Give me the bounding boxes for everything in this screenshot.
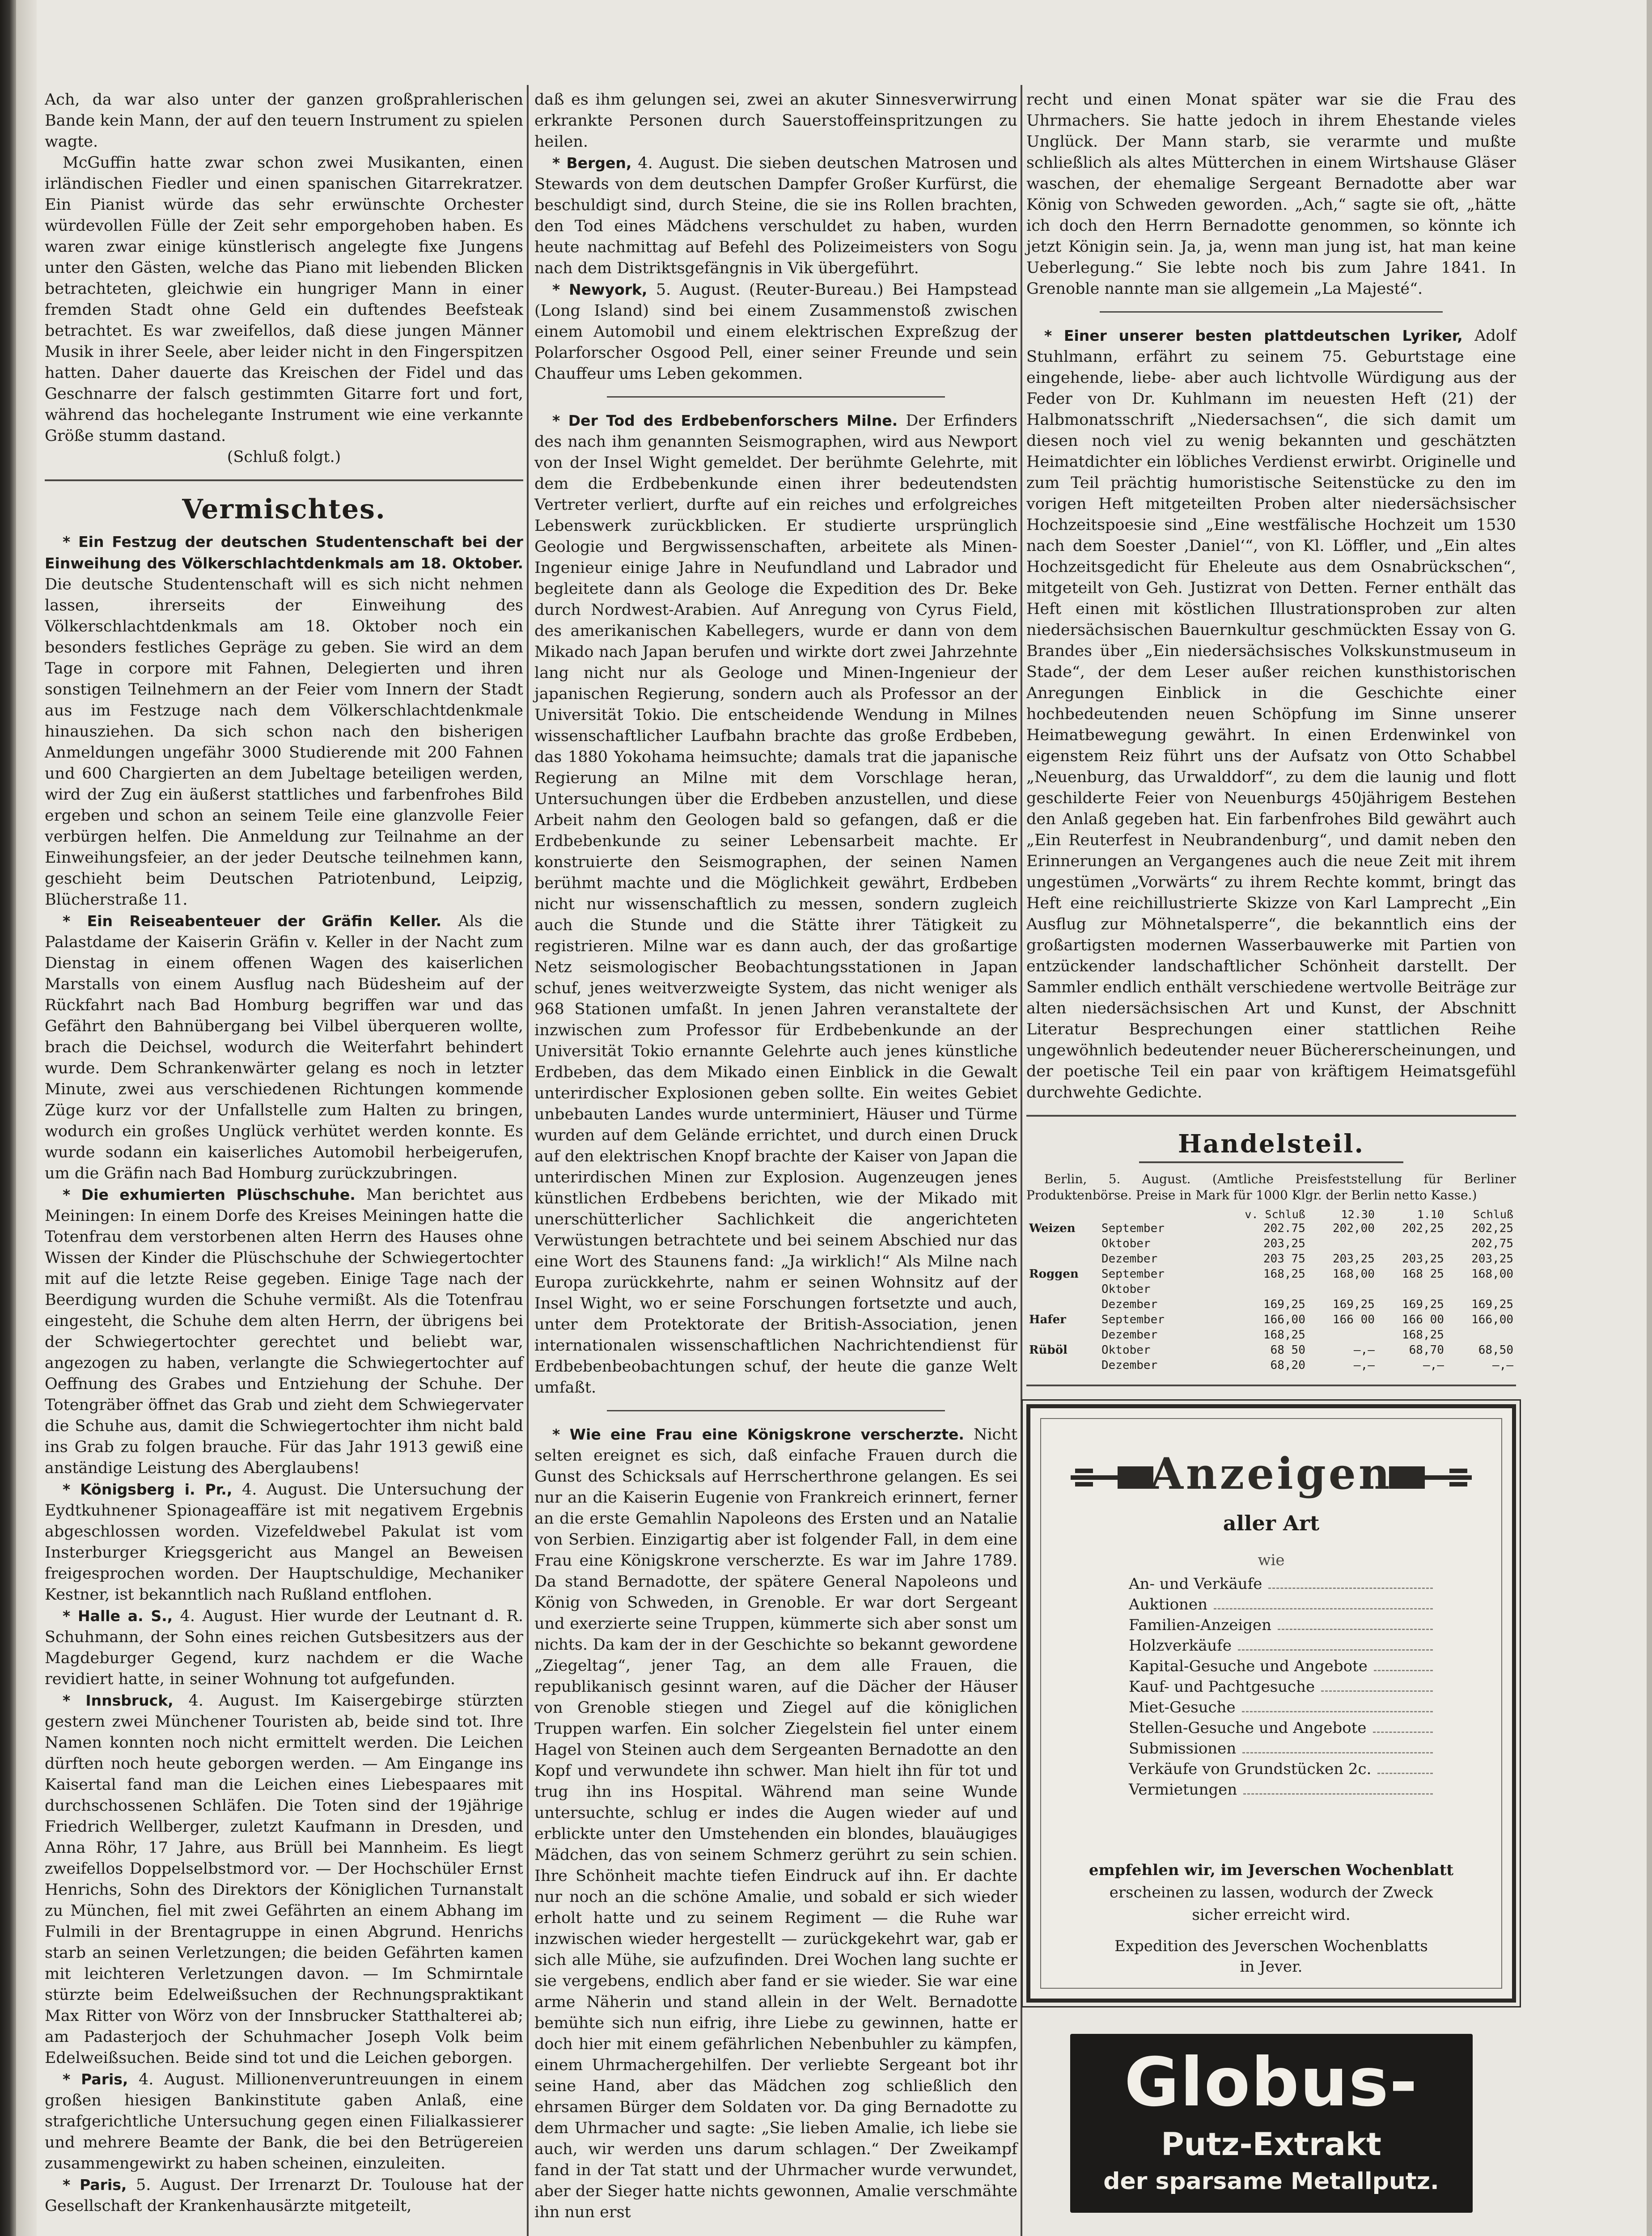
ad-footer-line: erscheinen zu lassen, wodurch der Zweck (1109, 1884, 1433, 1901)
leader-dots (1278, 1629, 1433, 1630)
column-rule (1021, 85, 1022, 2236)
article (45, 2069, 523, 2174)
month-cell: Oktober (1101, 1283, 1151, 1296)
section-divider (1026, 1385, 1516, 1386)
story-paragraph: McGuffin hatte zwar schon zwei Musikanten, einen irländischen Fiedler und einen spanischen Gitarrekratzer. Ein Pianist würde das sehr erwünschte Orchester würdevollen Fülle der Zeit sehr emporgehoben haben. Es waren zwar einige künstlerisch angelegte fixe Jungens unter den Gästen, welche das Piano mit liebenden Blicken betrachteten, gleichwie ein hungriger Mann in einer fremden Stadt ohne Geld ein duftendes Beefsteak betrachtet. Es war zweifellos, daß diese jungen Männer Musik in ihrer Seele, aber leider nicht in den Fingerspitzen hatten. Daher dauerte das Kreischen der Fidel und das Geschnarre der falsch gestimmten Gitarre fort und fort, während das hochelegante Instrument wie eine verkannte Größe stumm dastand. (45, 154, 523, 445)
leader-dots (1238, 1649, 1433, 1651)
month-cell: Dezember (1101, 1328, 1158, 1342)
article-text: 4. August. Im Kaisergebirge stürzten gestern zwei Münchener Touristen ab, beide sind tot. Ihre Namen konnten noch nicht ermittelt werden. Die Leichen dürften noch heute geborgen werden. — Am Eingange ins Kaisertal fand man die Leichen eines Liebespaares mit durchschossenen Schläfen. Die Toten sind der 19jährige Friedrich Wellberger, zuletzt Kaufmann in Dresden, und Anna Röhr, 17 Jahre, aus Brüll bei Mannheim. Es liegt zweifellos Doppelselbstmord vor. — Der Hochschüler Ernst Henrichs, Sohn des Direktors der Königlichen Turnanstalt zu München, fiel mit zwei Gefährten an einem Abhang im Fulmili in der Brentagruppe in einen Abgrund. Henrichs starb an seinen Verletzungen; die beiden Gefährten kamen mit leichteren Verletzungen davon. — Im Schmirntale stürzte beim Edelweißsuchen der Rechnungspraktikant Max Ritter von Wörz von der Innsbrucker Statthalterei ab; am Padasterjoch der Schuhmacher Joseph Volk beim Edelweißsuchen. Beide sind tot und die Leichen geborgen. (45, 1692, 523, 2067)
price-cell (1308, 1327, 1377, 1342)
price-cell: 166,00 (1263, 1313, 1305, 1326)
article-lead: * Paris, (63, 2071, 128, 2088)
leader-dots (1374, 1670, 1433, 1671)
article (45, 1479, 523, 1605)
article-lead: * Ein Reiseabenteuer der Gräfin Keller. (63, 912, 442, 930)
article (45, 2174, 523, 2217)
price-row (1026, 1327, 1516, 1342)
ad-category-label: Verkäufe von Grundstücken 2c. (1129, 1760, 1372, 1778)
article-text: Der Erfinders des nach ihm genannten Seismographen, wird aus Newport von der Insel Wight gemeldet. Der berühmte Gelehrte, mit dem die Erdbebenkunde einen ihrer bedeutendsten Vertreter verliert, durfte auf ein reiches und erfolgreiches Lebenswerk zurückblicken. Er studierte ursprünglich Geologie und Bergwissenschaften, arbeitete als Minen-Ingenieur einige Jahre in Neufundland und Labrador und begleitete dann als Geologe die Expedition des Dr. Beke durch Nordwest-Arabien. Auf Anregung von Cyrus Field, des amerikanischen Kabellegers, wurde er dann von dem Mikado nach Japan berufen und wirkte dort zwei Jahrzehnte lang nicht nur als Geologe und Minen-Ingenieur der japanischen Regierung, sondern auch als Professor an der Universität Tokio. Die entscheidende Wendung in Milnes wissenschaftlicher Laufbahn brachte das große Erdbeben, das 1880 Yokohama heimsuchte; damals trat die japanische Regierung an Milne mit dem Vorschlage heran, Untersuchungen über die Erdbeben anzustellen, und diese Arbeit nahm den Geologen bald so gefangen, daß er die Erdbebenkunde zu seiner Lebensarbeit machte. Er konstruierte den Seismographen, der seinen Namen berühmt machte und die Möglichkeit gewährt, Erdbeben nicht nur wissenschaftlich zu messen, sondern zugleich auch die Stunde und die Stätte ihrer Tätigkeit zu registrieren. Milne war es dann auch, der das großartige Netz seismologischer Beobachtungsstationen in Japan schuf, jenes weitverzweigte System, das nicht weniger als 968 Stationen umfaßt. In jenen Jahren veranstaltete der inzwischen zum Professor für Erdbebenkunde an der Universität Tokio ernannte Gelehrte auch jenes künstliche Erdbeben, das dem Mikado einen Einblick in die Gewalt unterirdischer Explosionen geben sollte. Ein weites Gebiet unbebauten Landes wurde unterminiert, Häuser und Türme wurden auf dem Gelände errichtet, und durch einen Druck auf den elektrischen Knopf brachte der Kaiser von Japan die unterirdischen Minen zur Explosion. Augenzeugen jenes künstlichen Erdbebens berichten, wie der Mikado mit unerschütterlicher Sachlichkeit die angerichteten Verwüstungen betrachtete und bei seinem Abschied nur das eine Wort des Staunens fand: „Ja wirklich!“ Als Milne nach Europa zurückkehrte, nahm er seinen Wohnsitz auf der Insel Wight, wo er seine Forschungen fortsetzte und auch, unter dem Protektorate der British-Association, jenen internationalen wissenschaftlichen Nachrichtendienst für Erdbebenbeobachtungen schuf, der heute die ganze Welt umfaßt. (534, 412, 1017, 1397)
ad-category-item (1129, 1697, 1433, 1718)
header-cell (1099, 1208, 1211, 1221)
price-cell: —,— (1353, 1343, 1375, 1357)
article-text: Adolf Stuhlmann, erfährt zu seinem 75. Geburtstage eine eingehende, liebe- aber auch lichtvolle Würdigung aus der Feder von Dr. Kuhlmann im neuesten Heft (21) der Halbmonatsschrift „Niedersachsen“, die sich damit um diesen noch viel zu wenig bekannten und geschätzten Heimatdichter ein löbliches Verdienst erwirbt. Originelle und zum Teil prächtig humoristische Seitenstücke zu den im vorigen Heft mitgeteilten Proben alter niedersächsischer Hochzeitspoesie sind „Eine westfälische Hochzeit um 1530 nach dem Soester ‚Daniel‘“, von Kl. Löffler, und „Ein altes Hochzeitsgedicht für Eheleute aus dem Osnabrückschen“, mitgeteilt von Geh. Justizrat von Detten. Ferner enthält das Heft einen mit köstlichen Illustrationsproben zur alten niedersächsischen Bauernkultur geschmückten Essay von G. Brandes über „Ein niedersächsisches Volkskunstmuseum in Stade“, der dem Leser außer reichen kunsthistorischen Anregungen Einblick in die Geschichte einer hochbedeutenden neuen Schöpfung im Sinne unserer Heimatbewegung gewährt. In einen Erdenwinkel von eigenstem Reiz führt uns der Aufsatz von Otto Schabbel „Neuenburg, das Urwalddorf“, zu dem die launig und flott geschilderte Feier von Neuenburgs 450jährigem Bestehen den Anlaß gegeben hat. Ein farbenfrohes Bild gewährt auch „Ein Reuterfest in Neubrandenburg“, und damit neben den Erinnerungen an Vergangenes auch die neue Zeit mit ihrem ungestümen „Vorwärts“ zu ihrem Rechte kommt, bringt das Heft eine reichillustrierte Skizze von Karl Lamprecht „Ein Ausflug zur Möhnetalsperre“, die bekanntlich eins der großartigsten modernen Wasserbauwerke mit Partien von entzückender landschaftlicher Schönheit darstellt. Der Sammler endlich enthält verschiedene wertvolle Beiträge zur alten niedersächsischen Art und Kunst, der Abschnitt Literatur Besprechungen einer stattlichen Reihe ungewöhnlich bedeutender neuer Büchererscheinungen, und der poetische Teil ein paar von kräftigem Heimatsgefühl durchwehte Gedichte. (1026, 327, 1516, 1101)
ad-category-item (1129, 1779, 1433, 1800)
price-row (1026, 1297, 1516, 1312)
grain-cell (1026, 1297, 1099, 1312)
to-be-continued: (Schluß folgt.) (227, 448, 341, 466)
ad-wie: wie (1258, 1551, 1285, 1569)
article-text: Die deutsche Studentenschaft will es sich nicht nehmen lassen, ihrerseits der Einweihung des Völkerschlachtdenkmals am 18. Oktober noch ein besonders festliches Gepräge zu geben. Sie wird an dem Tage in corpore mit Fahnen, Delegierten und ihren sonstigen Teilnehmern an der Feier vom Innern der Stadt aus im Festzuge nach dem Völkerschlachtdenkmale hinausziehen. Da sich schon nach den bisherigen Anmeldungen ungefähr 3000 Studierende mit 200 Fahnen und 600 Chargierten an dem Jubeltage beteiligen werden, wird der Zug ein äußerst stattliches und farbenfrohes Bild ergeben und schon an seinem Teile eine glanzvolle Feier verbürgen helfen. Die Anmeldung zur Teilnahme an der Einweihungsfeier, an der jeder Deutsche teilnehmen kann, geschieht beim Deutschen Patriotenbund, Leipzig, Blücherstraße 11. (45, 576, 523, 909)
ad-category-item (1129, 1615, 1433, 1635)
globus-product: Putz-Extrakt (1161, 2126, 1381, 2163)
column-3 (1026, 89, 1516, 2213)
price-cell: 203,25 (1471, 1252, 1513, 1266)
article-text: 5. August. (Reuter-Bureau.) Bei Hampstead (Long Island) sind bei einem Zusammenstoß zwischen einem Automobil und einem elektrischen Expreßzug der Polarforscher Osgood Pell, einer seiner Freunde und sein Chauffeur ums Leben gekommen. (534, 281, 1017, 383)
article-lead: * Ein Festzug der deutschen Studentenschaft bei der Einweihung des Völkerschlachtdenkmals am 18. Oktober. (45, 533, 523, 572)
price-row (1026, 1358, 1516, 1373)
price-cell: 168,25 (1263, 1328, 1305, 1342)
ad-category-label: An- und Verkäufe (1129, 1575, 1262, 1593)
price-row (1026, 1312, 1516, 1327)
story-ending (45, 89, 523, 468)
price-cell: 166,00 (1471, 1313, 1513, 1326)
price-cell (1377, 1236, 1447, 1251)
price-cell (1211, 1282, 1308, 1297)
price-cell: 203,25 (1263, 1237, 1305, 1250)
month-cell: September (1101, 1267, 1165, 1281)
ad-category-item (1129, 1718, 1433, 1738)
article-lead: * Einer unserer besten plattdeutschen Lyriker, (1044, 327, 1463, 344)
price-cell: 168,00 (1471, 1267, 1513, 1281)
article-divider (607, 1410, 945, 1411)
leader-dots (1243, 1793, 1433, 1795)
section-title: Vermischtes. (182, 494, 386, 525)
price-table-header (1026, 1208, 1516, 1221)
leader-dots (1242, 1752, 1433, 1753)
price-cell (1447, 1327, 1516, 1342)
price-cell: 168,25 (1263, 1267, 1305, 1281)
story-paragraph: Ach, da war also unter der ganzen großprahlerischen Bande kein Mann, der auf den teuern Instrument zu spielen wagte. (45, 91, 523, 151)
article-lead: * Innsbruck, (63, 1692, 174, 1709)
price-cell: 168,25 (1402, 1328, 1444, 1342)
scan-page-edge (16, 0, 37, 2236)
article (45, 910, 523, 1184)
article-text: 4. August. Millionenveruntreuungen in einem großen hiesigen Bankinstitute gaben Anlaß, eine strafgerichtliche Untersuchung gegen einen Filialkassierer und mehrere Beamte der Bank, die bei den Betrügereien zusammengewirkt zu haben scheinen, einzuleiten. (45, 2071, 523, 2172)
ad-footer-line: in Jever. (1240, 1958, 1303, 1976)
ad-footer-line: Expedition des Jeverschen Wochenblatts (1114, 1937, 1428, 1955)
price-cell: 203,25 (1402, 1252, 1444, 1266)
price-cell: 202,75 (1471, 1237, 1513, 1250)
grain-cell: Roggen (1029, 1267, 1079, 1281)
price-cell: 203,25 (1332, 1252, 1375, 1266)
ad-category-item (1129, 1656, 1433, 1677)
ad-category-label: Submissionen (1129, 1740, 1237, 1757)
article-text: Man berichtet aus Meiningen: In einem Dorfe des Kreises Meiningen hatte die Totenfrau dem verstorbenen alten Herrn des Hauses ohne Wissen der Kinder die Plüschschuhe der Schwiegertochter mit auf die letzte Reise gegeben. Einige Tage nach der Beerdigung wurden die Schuhe vermißt. Als die Totenfrau eingesteht, die Schuhe dem alten Herrn, der übrigens bei der Schwiegertochter gerechtet und beliebt war, angezogen zu haben, verlangte die Schwiegertochter auf Oeffnung des Grabes und Entziehung der Schuhe. Der Totengräber öffnet das Grab und zieht dem Schwiegervater die Schuhe aus, damit die Schwiegertochter ihm nicht bald ins Grab zu folgen brauche. Für das Jahr 1913 gewiß eine anständige Leistung des Aberglaubens! (45, 1186, 523, 1477)
scan-binding-edge (0, 0, 16, 2236)
column-2 (534, 89, 1017, 2223)
ad-category-item (1129, 1738, 1433, 1759)
ad-footer-line: empfehlen wir, im Jeverschen Wochenblatt (1089, 1861, 1454, 1879)
globus-brand: Globus- (1124, 2044, 1419, 2122)
month-cell: September (1101, 1313, 1165, 1326)
article-lead: * Newyork, (552, 281, 648, 298)
article (1026, 325, 1516, 1103)
article-text: Als die Palastdame der Kaiserin Gräfin v. Keller in der Nacht zum Dienstag in einem offenen Wagen des kaiserlichen Marstalls von einem Ausflug nach Büdesheim auf der Rückfahrt nach Bad Homburg begriffen war und das Gefährt den Bahnübergang bei Vilbel überqueren wollte, brach die Deichsel, wodurch die Weiterfahrt behindert wurde. Dem Schrankenwärter gelang es noch in letzter Minute, zwei aus verschiedenen Richtungen kommende Züge kurz vor der Unfallstelle zum Halten zu bringen, wodurch ein großes Unglück verhütet werden konnte. Es wurde sodann ein kaiserliches Automobil herbeigerufen, um die Gräfin nach Bad Homburg zurückzubringen. (45, 912, 523, 1182)
grain-cell (1026, 1358, 1099, 1373)
month-cell: Dezember (1101, 1252, 1158, 1266)
leader-dots (1268, 1588, 1433, 1589)
article-lead: * Wie eine Frau eine Königskrone verscherzte. (552, 1426, 964, 1443)
article (534, 279, 1017, 385)
price-cell: 68,20 (1270, 1359, 1305, 1372)
ad-category-label: Kauf- und Pachtgesuche (1129, 1678, 1315, 1696)
price-cell: 202,25 (1402, 1222, 1444, 1235)
price-cell: 202,00 (1332, 1222, 1375, 1235)
article-text: 5. August. Der Irrenarzt Dr. Toulouse hat der Gesellschaft der Krankenhausärzte mitgeteilt, (45, 2176, 523, 2215)
advertisement-globus (1070, 2034, 1473, 2213)
grain-cell (1026, 1282, 1099, 1297)
month-cell: September (1101, 1222, 1165, 1235)
header-cell: Schluß (1473, 1208, 1513, 1221)
price-cell: 68,50 (1478, 1343, 1513, 1357)
header-cell: v. Schluß (1245, 1208, 1305, 1221)
price-row (1026, 1236, 1516, 1251)
month-cell: Oktober (1101, 1237, 1151, 1250)
leader-dots (1214, 1608, 1433, 1609)
price-row (1026, 1251, 1516, 1266)
article-lead: * Die exhumierten Plüschschuhe. (63, 1186, 356, 1203)
ad-subtitle: aller Art (1223, 1511, 1320, 1535)
price-row (1026, 1221, 1516, 1236)
article-lead: * Der Tod des Erdbebenforschers Milne. (552, 412, 898, 429)
header-cell: 12.30 (1341, 1208, 1375, 1221)
price-cell: 68,70 (1409, 1343, 1444, 1357)
article (534, 410, 1017, 1398)
article (534, 1424, 1017, 2223)
ad-category-item (1129, 1594, 1433, 1615)
month-cell: Oktober (1101, 1343, 1151, 1357)
leader-dots (1373, 1732, 1433, 1733)
article-divider (1100, 311, 1443, 313)
price-cell: 202,25 (1471, 1222, 1513, 1235)
price-cell (1308, 1282, 1377, 1297)
trade-section-title: Handelsteil. (1178, 1129, 1365, 1159)
section-divider (1026, 1115, 1516, 1117)
price-cell: 168,00 (1332, 1267, 1375, 1281)
ad-category-label: Vermietungen (1129, 1781, 1237, 1799)
leader-dots (1321, 1690, 1433, 1692)
article-lead: * Bergen, (552, 154, 632, 172)
price-cell: 202.75 (1263, 1222, 1305, 1235)
price-table (1026, 1208, 1516, 1373)
ad-category-item (1129, 1677, 1433, 1697)
price-cell: 166 00 (1332, 1313, 1375, 1326)
grain-cell (1026, 1236, 1099, 1251)
article-text: Nicht selten ereignet es sich, daß einfache Frauen durch die Gunst des Schicksals auf Herrscherthrone gelangen. Es sei nur an die Kaiserin Eugenie von Frankreich erinnert, ferner an die erste Gemahlin Napoleons des Ersten und an Natalie von Serbien. Einzigartig aber ist folgender Fall, in dem eine Frau eine Königskrone verscherzte. Es war im Jahre 1789. Da stand Bernadotte, der spätere General Napoleons und König von Schweden, in Grenoble. Er war dort Sergeant und exerzierte seine Truppen, kümmerte sich aber sonst um nichts. Da kam der in der Geschichte so bekannt gewordene „Ziegeltag“, jener Tag, an dem alle Frauen, die republikanisch gesinnt waren, auf die Dächer der Häuser von Grenoble stiegen und Ziegel auf die königlichen Truppen warfen. Ein solcher Ziegelstein fiel unter einem Hagel von Steinen auch dem Sergeanten Bernadotte an den Kopf und verwundete ihn schwer. Man hielt ihn für tot und trug ihn ins Hospital. Während man seine Wunde untersuchte, schlug er indes die Augen wieder auf und erblickte unter den Umstehenden ein blondes, blauäugiges Mädchen, das von seinem Schmerz gerührt zu sein schien. Ihre Schönheit machte tiefen Eindruck auf ihn. Er dachte nur noch an die schöne Amalie, und sobald er sich wieder erholt hatte und zu seinem Regiment — die Ruhe war inzwischen wieder hergestellt — zurückgekehrt war, gab er sich alle Mühe, sie aufzufinden. Drei Wochen lang suchte er sie vergebens, endlich aber fand er sie wieder. Sie war eine arme Näherin und stand allein in der Welt. Bernadotte bemühte sich nun eifrig, ihre Liebe zu gewinnen, hatte er doch hier mit einem gefährlichen Nebenbuhler zu kämpfen, einem Uhrmachergehilfen. Der verliebte Sergeant bot ihr seine Hand, aber das Mädchen zog schließlich den ehrsamen Bürger dem Soldaten vor. Da ging Bernadotte zu dem Uhrmacher und sagte: „Sie lieben Amalie, ich liebe sie auch, wir werden uns darum schlagen.“ Der Zweikampf fand in der Tat statt und der Uhrmacher wurde verwundet, aber der Sieger hatte nichts gewonnen, Amalie verschmähte ihn nun erst (534, 1426, 1017, 2221)
article (534, 152, 1017, 279)
month-cell: Dezember (1101, 1359, 1158, 1372)
price-cell: —,— (1353, 1359, 1375, 1372)
article (45, 531, 523, 910)
price-cell: —,— (1492, 1359, 1513, 1372)
month-cell: Dezember (1101, 1298, 1158, 1311)
article-text: 4. August. Die Untersuchung der Eydtkuhnener Spionageaffäre ist mit negativem Ergebnis abgeschlossen worden. Vizefeldwebel Pakulat ist vom Insterburger Kriegsgericht aus Mangel an Beweisen freigesprochen worden. Der Hauptschuldige, Mechaniker Kestner, ist bekanntlich nach Rußland entflohen. (45, 1481, 524, 1604)
price-cell: 169,25 (1332, 1298, 1375, 1311)
price-cell (1308, 1236, 1377, 1251)
column-1 (45, 89, 523, 2217)
article-divider (607, 396, 945, 398)
article (45, 1184, 523, 1479)
ad-category-label: Holzverkäufe (1129, 1637, 1232, 1655)
article-lead: * Königsberg i. Pr., (63, 1481, 233, 1498)
price-cell (1377, 1282, 1447, 1297)
grain-cell: Rüböl (1029, 1343, 1067, 1357)
price-row (1026, 1342, 1516, 1358)
ad-category-item (1129, 1574, 1433, 1594)
article-continuation: recht und einen Monat später war sie die Frau des Uhrmachers. Sie hatte jedoch in ihrem Ehestande vieles Unglück. Der Mann starb, sie verarmte und mußte schließlich als altes Mütterchen in einem Wirtshause Gläser waschen, der ehemalige Sergeant Bernadotte aber war König von Schweden geworden. „Ach,“ sagte sie oft, „hätte ich doch den Herrn Bernadotte genommen, so könnte ich jetzt Königin sein. Ja, ja, wenn man jung ist, hat man keine Ueberlegung.“ Sie lebte noch bis zum Jahre 1841. In Grenoble nannte man sie allgemein „La Majesté“. (1026, 91, 1516, 298)
ad-category-label: Familien-Anzeigen (1129, 1616, 1272, 1634)
ad-category-item (1129, 1635, 1433, 1656)
leader-dots (1377, 1773, 1433, 1774)
ad-title: Anzeigen (1150, 1448, 1393, 1499)
trade-title-rule (1139, 1161, 1403, 1163)
price-cell: —,— (1423, 1359, 1444, 1372)
grain-cell: Hafer (1029, 1313, 1066, 1326)
globus-slogan: der sparsame Metallputz. (1103, 2168, 1439, 2195)
section-divider (45, 479, 523, 481)
market-note: Berlin, 5. August. (Amtliche Preisfeststellung für Berliner Produktenbörse. Preise in Mark für 1000 Klgr. der Berlin netto Kasse.) (1026, 1172, 1516, 1203)
ad-footer-line: sicher erreicht wird. (1192, 1906, 1351, 1924)
price-cell: 169,25 (1263, 1298, 1305, 1311)
article-text: 4. August. Hier wurde der Leutnant d. R. Schuhmann, der Sohn eines reichen Gutsbesitzers aus der Magdeburger Gegend, kurz nachdem er die Wache revidiert hatte, in seiner Wohnung tot aufgefunden. (45, 1607, 523, 1688)
price-cell: 168 25 (1402, 1267, 1444, 1281)
price-row (1026, 1282, 1516, 1297)
article-text: 4. August. Die sieben deutschen Matrosen und Stewards von dem deutschen Dampfer Großer Kurfürst, die beschuldigt sind, durch Steine, die sie ins Rollen brachten, den Tod eines Mädchens verschuldet zu haben, wurden heute nachmittag auf Befehl des Polizeimeisters von Sogu nach dem Distriktsgefängnis in Vik übergeführt. (534, 154, 1017, 277)
leader-dots (1242, 1711, 1433, 1712)
scan-right-edge (1647, 0, 1652, 2236)
article (45, 1690, 523, 2069)
ad-category-label: Auktionen (1129, 1596, 1207, 1613)
ad-category-list (1129, 1574, 1433, 1800)
price-cell (1447, 1282, 1516, 1297)
header-cell: 1.10 (1417, 1208, 1444, 1221)
ad-category-item (1129, 1759, 1433, 1779)
price-cell: 169,25 (1402, 1298, 1444, 1311)
price-cell: 203 75 (1263, 1252, 1305, 1266)
grain-cell: Weizen (1029, 1222, 1076, 1235)
price-cell: 166 00 (1402, 1313, 1444, 1326)
price-table-body (1026, 1221, 1516, 1373)
price-cell: 169,25 (1471, 1298, 1513, 1311)
grain-cell (1026, 1251, 1099, 1266)
column-rule (527, 85, 529, 2236)
grain-cell (1026, 1327, 1099, 1342)
price-cell: 68 50 (1270, 1343, 1305, 1357)
ad-category-label: Kapital-Gesuche und Angebote (1129, 1657, 1368, 1675)
advertisement-anzeigen (1026, 1404, 1516, 2003)
price-row (1026, 1266, 1516, 1282)
header-cell (1026, 1208, 1099, 1221)
article-lead: * Paris, (63, 2176, 127, 2194)
article-lead: * Halle a. S., (63, 1607, 173, 1625)
article-continuation: daß es ihm gelungen sei, zwei an akuter Sinnesverwirrung erkrankte Personen durch Sauerstoffeinspritzungen zu heilen. (534, 91, 1017, 151)
article (45, 1605, 523, 1690)
ad-category-label: Miet-Gesuche (1129, 1698, 1236, 1716)
ad-category-label: Stellen-Gesuche und Angebote (1129, 1719, 1367, 1737)
